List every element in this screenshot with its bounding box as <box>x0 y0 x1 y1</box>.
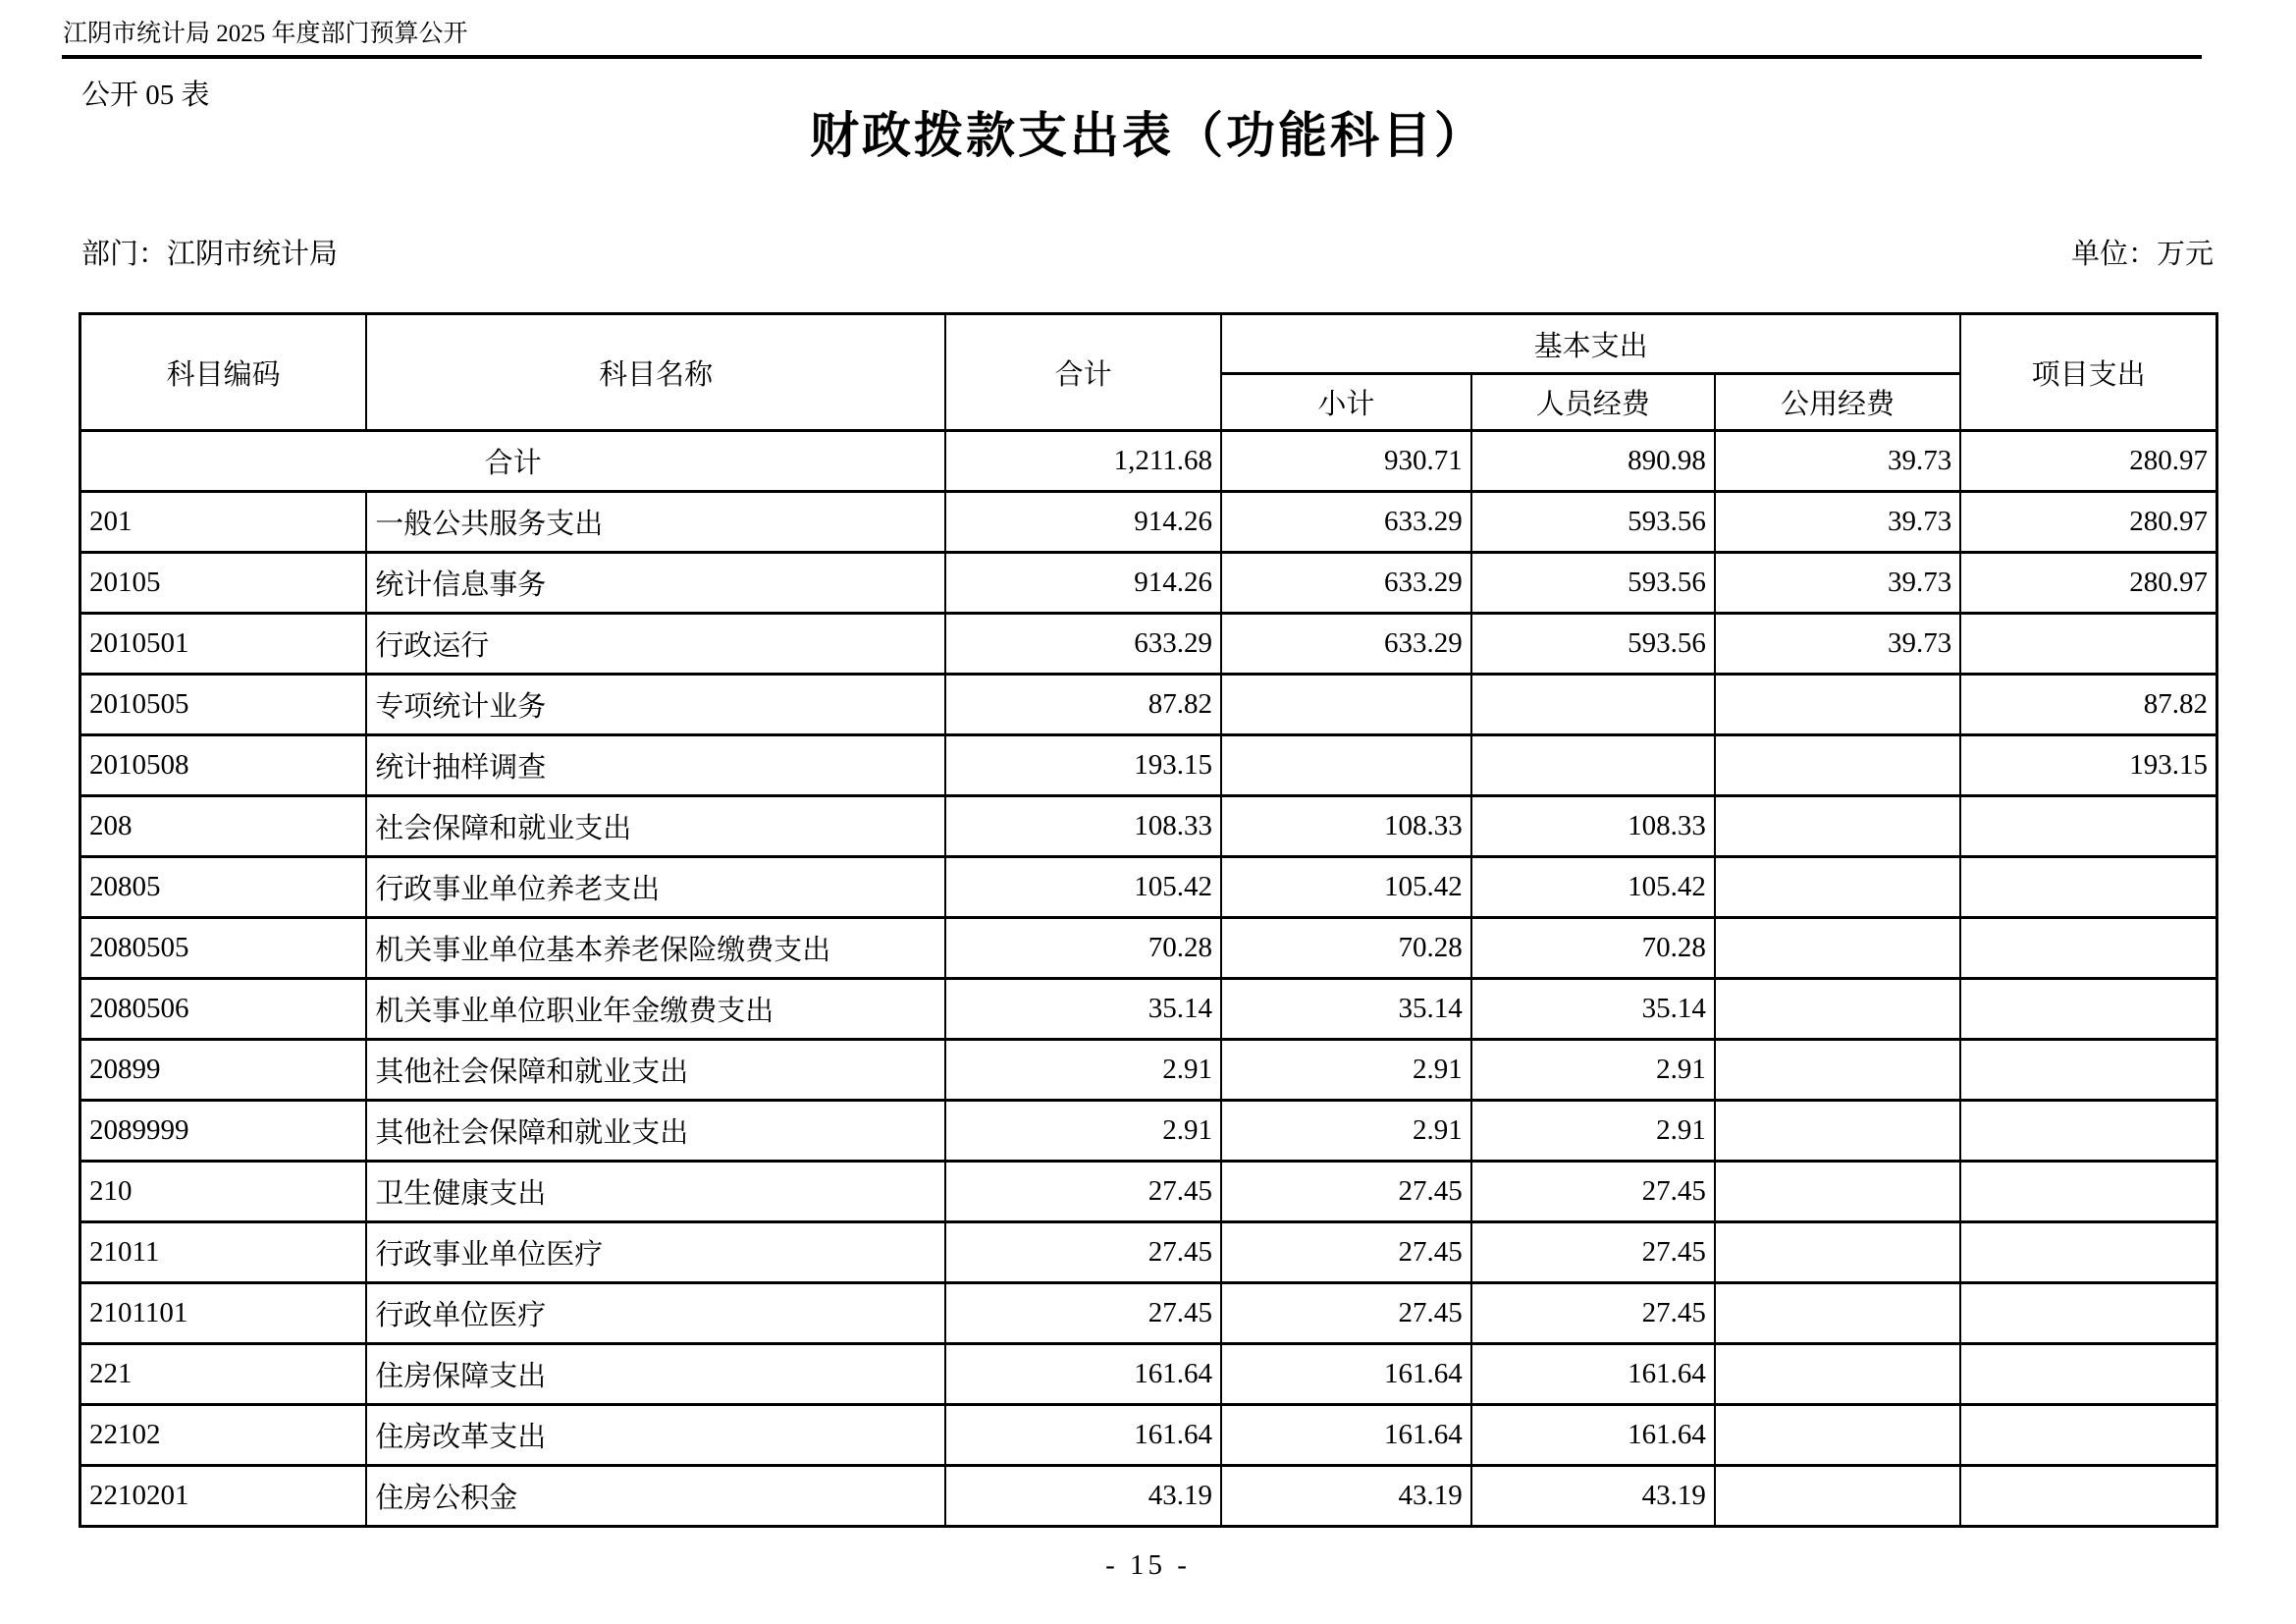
table-row <box>80 857 2217 918</box>
cell-name: 统计抽样调查 <box>366 735 945 796</box>
cell-public <box>1715 979 1960 1040</box>
cell-personnel: 2.91 <box>1471 1101 1715 1162</box>
budget-table <box>79 312 2218 1528</box>
cell-total: 1,211.68 <box>945 431 1221 492</box>
cell-project <box>1960 796 2216 857</box>
cell-public: 39.73 <box>1715 431 1960 492</box>
cell-project <box>1960 1040 2216 1101</box>
cell-basic-subtotal: 930.71 <box>1221 431 1471 492</box>
table-header <box>80 314 2217 431</box>
cell-basic-subtotal: 27.45 <box>1221 1162 1471 1222</box>
cell-code: 2210201 <box>80 1466 367 1527</box>
cell-project <box>1960 614 2216 675</box>
cell-total: 105.42 <box>945 857 1221 918</box>
cell-name-total: 合计 <box>80 431 946 492</box>
cell-project <box>1960 1283 2216 1344</box>
cell-personnel: 161.64 <box>1471 1344 1715 1405</box>
cell-name: 行政事业单位医疗 <box>366 1222 945 1283</box>
cell-public <box>1715 1040 1960 1101</box>
cell-total: 161.64 <box>945 1344 1221 1405</box>
table-row <box>80 1040 2217 1101</box>
cell-name: 行政运行 <box>366 614 945 675</box>
cell-name: 行政事业单位养老支出 <box>366 857 945 918</box>
table-row <box>80 431 2217 492</box>
cell-code: 208 <box>80 796 367 857</box>
cell-code: 2010501 <box>80 614 367 675</box>
cell-total: 35.14 <box>945 979 1221 1040</box>
cell-personnel: 43.19 <box>1471 1466 1715 1527</box>
table-row <box>80 675 2217 735</box>
col-header-basic-subtotal: 小计 <box>1221 374 1471 431</box>
cell-basic-subtotal: 2.91 <box>1221 1101 1471 1162</box>
department-label: 部门：江阴市统计局 <box>81 239 339 270</box>
cell-basic-subtotal: 43.19 <box>1221 1466 1471 1527</box>
cell-name: 住房改革支出 <box>366 1405 945 1466</box>
cell-basic-subtotal: 633.29 <box>1221 614 1471 675</box>
cell-basic-subtotal: 633.29 <box>1221 553 1471 614</box>
cell-basic-subtotal: 27.45 <box>1221 1283 1471 1344</box>
table-row <box>80 492 2217 553</box>
table-row <box>80 918 2217 979</box>
cell-code: 2010505 <box>80 675 367 735</box>
table-row <box>80 1405 2217 1466</box>
cell-code: 201 <box>80 492 367 553</box>
col-header-basic-group: 基本支出 <box>1221 314 1960 374</box>
cell-personnel: 593.56 <box>1471 614 1715 675</box>
cell-code: 20805 <box>80 857 367 918</box>
cell-personnel: 27.45 <box>1471 1222 1715 1283</box>
cell-total: 27.45 <box>945 1162 1221 1222</box>
cell-name: 住房公积金 <box>366 1466 945 1527</box>
cell-project: 280.97 <box>1960 431 2216 492</box>
cell-project: 280.97 <box>1960 553 2216 614</box>
cell-total: 633.29 <box>945 614 1221 675</box>
cell-project <box>1960 918 2216 979</box>
cell-public <box>1715 1283 1960 1344</box>
unit-label: 单位：万元 <box>2070 239 2214 270</box>
col-header-public: 公用经费 <box>1715 374 1960 431</box>
cell-code: 2101101 <box>80 1283 367 1344</box>
cell-name: 卫生健康支出 <box>366 1162 945 1222</box>
cell-personnel: 27.45 <box>1471 1283 1715 1344</box>
col-header-personnel: 人员经费 <box>1471 374 1715 431</box>
cell-basic-subtotal: 2.91 <box>1221 1040 1471 1101</box>
cell-personnel: 2.91 <box>1471 1040 1715 1101</box>
cell-personnel <box>1471 675 1715 735</box>
cell-personnel: 35.14 <box>1471 979 1715 1040</box>
cell-personnel <box>1471 735 1715 796</box>
cell-name: 机关事业单位职业年金缴费支出 <box>366 979 945 1040</box>
cell-name: 一般公共服务支出 <box>366 492 945 553</box>
table-row <box>80 979 2217 1040</box>
cell-total: 27.45 <box>945 1222 1221 1283</box>
cell-public <box>1715 857 1960 918</box>
table-row <box>80 1162 2217 1222</box>
cell-project <box>1960 979 2216 1040</box>
cell-code: 21011 <box>80 1222 367 1283</box>
col-header-code: 科目编码 <box>80 314 367 431</box>
cell-code: 2080506 <box>80 979 367 1040</box>
cell-total: 43.19 <box>945 1466 1221 1527</box>
cell-personnel: 593.56 <box>1471 492 1715 553</box>
cell-code: 2080505 <box>80 918 367 979</box>
table-body <box>80 431 2217 1527</box>
cell-total: 2.91 <box>945 1101 1221 1162</box>
cell-personnel: 105.42 <box>1471 857 1715 918</box>
cell-public <box>1715 1466 1960 1527</box>
cell-project <box>1960 1466 2216 1527</box>
table-row <box>80 1222 2217 1283</box>
cell-total: 2.91 <box>945 1040 1221 1101</box>
cell-total: 70.28 <box>945 918 1221 979</box>
cell-basic-subtotal: 108.33 <box>1221 796 1471 857</box>
cell-name: 其他社会保障和就业支出 <box>366 1040 945 1101</box>
table-row <box>80 614 2217 675</box>
cell-public <box>1715 735 1960 796</box>
col-header-name: 科目名称 <box>366 314 945 431</box>
cell-basic-subtotal: 161.64 <box>1221 1344 1471 1405</box>
page-number: - 15 - <box>1105 1549 1191 1581</box>
cell-personnel: 27.45 <box>1471 1162 1715 1222</box>
cell-public <box>1715 1344 1960 1405</box>
table-row <box>80 553 2217 614</box>
cell-personnel: 890.98 <box>1471 431 1715 492</box>
cell-code: 20899 <box>80 1040 367 1101</box>
col-header-project: 项目支出 <box>1960 314 2216 431</box>
cell-project <box>1960 1344 2216 1405</box>
cell-personnel: 108.33 <box>1471 796 1715 857</box>
cell-total: 87.82 <box>945 675 1221 735</box>
cell-personnel: 161.64 <box>1471 1405 1715 1466</box>
cell-basic-subtotal: 70.28 <box>1221 918 1471 979</box>
cell-basic-subtotal: 27.45 <box>1221 1222 1471 1283</box>
cell-basic-subtotal <box>1221 675 1471 735</box>
cell-public <box>1715 918 1960 979</box>
cell-total: 27.45 <box>945 1283 1221 1344</box>
cell-name: 行政单位医疗 <box>366 1283 945 1344</box>
cell-public: 39.73 <box>1715 553 1960 614</box>
cell-public <box>1715 675 1960 735</box>
cell-code: 22102 <box>80 1405 367 1466</box>
cell-basic-subtotal <box>1221 735 1471 796</box>
cell-code: 2010508 <box>80 735 367 796</box>
cell-total: 193.15 <box>945 735 1221 796</box>
cell-basic-subtotal: 105.42 <box>1221 857 1471 918</box>
cell-project: 87.82 <box>1960 675 2216 735</box>
cell-total: 161.64 <box>945 1405 1221 1466</box>
cell-public: 39.73 <box>1715 492 1960 553</box>
cell-public <box>1715 796 1960 857</box>
cell-total: 108.33 <box>945 796 1221 857</box>
cell-personnel: 70.28 <box>1471 918 1715 979</box>
cell-code: 20105 <box>80 553 367 614</box>
cell-project <box>1960 1222 2216 1283</box>
cell-code: 2089999 <box>80 1101 367 1162</box>
cell-basic-subtotal: 633.29 <box>1221 492 1471 553</box>
cell-public <box>1715 1162 1960 1222</box>
cell-code: 221 <box>80 1344 367 1405</box>
cell-project <box>1960 1162 2216 1222</box>
document-header: 江阴市统计局 2025 年度部门预算公开 <box>63 21 468 47</box>
header-rule <box>62 55 2202 59</box>
cell-public <box>1715 1101 1960 1162</box>
table-row <box>80 1283 2217 1344</box>
table-row <box>80 735 2217 796</box>
page-title: 财政拨款支出表（功能科目） <box>810 108 1486 163</box>
cell-project <box>1960 1405 2216 1466</box>
cell-project: 280.97 <box>1960 492 2216 553</box>
cell-public <box>1715 1405 1960 1466</box>
cell-project <box>1960 1101 2216 1162</box>
cell-personnel: 593.56 <box>1471 553 1715 614</box>
cell-name: 住房保障支出 <box>366 1344 945 1405</box>
cell-name: 统计信息事务 <box>366 553 945 614</box>
cell-project: 193.15 <box>1960 735 2216 796</box>
table-meta-row <box>81 232 2214 272</box>
cell-basic-subtotal: 161.64 <box>1221 1405 1471 1466</box>
cell-total: 914.26 <box>945 553 1221 614</box>
cell-name: 专项统计业务 <box>366 675 945 735</box>
cell-name: 机关事业单位基本养老保险缴费支出 <box>366 918 945 979</box>
table-row <box>80 796 2217 857</box>
table-row <box>80 1344 2217 1405</box>
cell-basic-subtotal: 35.14 <box>1221 979 1471 1040</box>
cell-name: 社会保障和就业支出 <box>366 796 945 857</box>
table-row <box>80 1466 2217 1527</box>
cell-code: 210 <box>80 1162 367 1222</box>
cell-total: 914.26 <box>945 492 1221 553</box>
cell-public: 39.73 <box>1715 614 1960 675</box>
cell-public <box>1715 1222 1960 1283</box>
cell-project <box>1960 857 2216 918</box>
col-header-total: 合计 <box>945 314 1221 431</box>
cell-name: 其他社会保障和就业支出 <box>366 1101 945 1162</box>
table-number-label: 公开 05 表 <box>81 80 210 111</box>
table-row <box>80 1101 2217 1162</box>
